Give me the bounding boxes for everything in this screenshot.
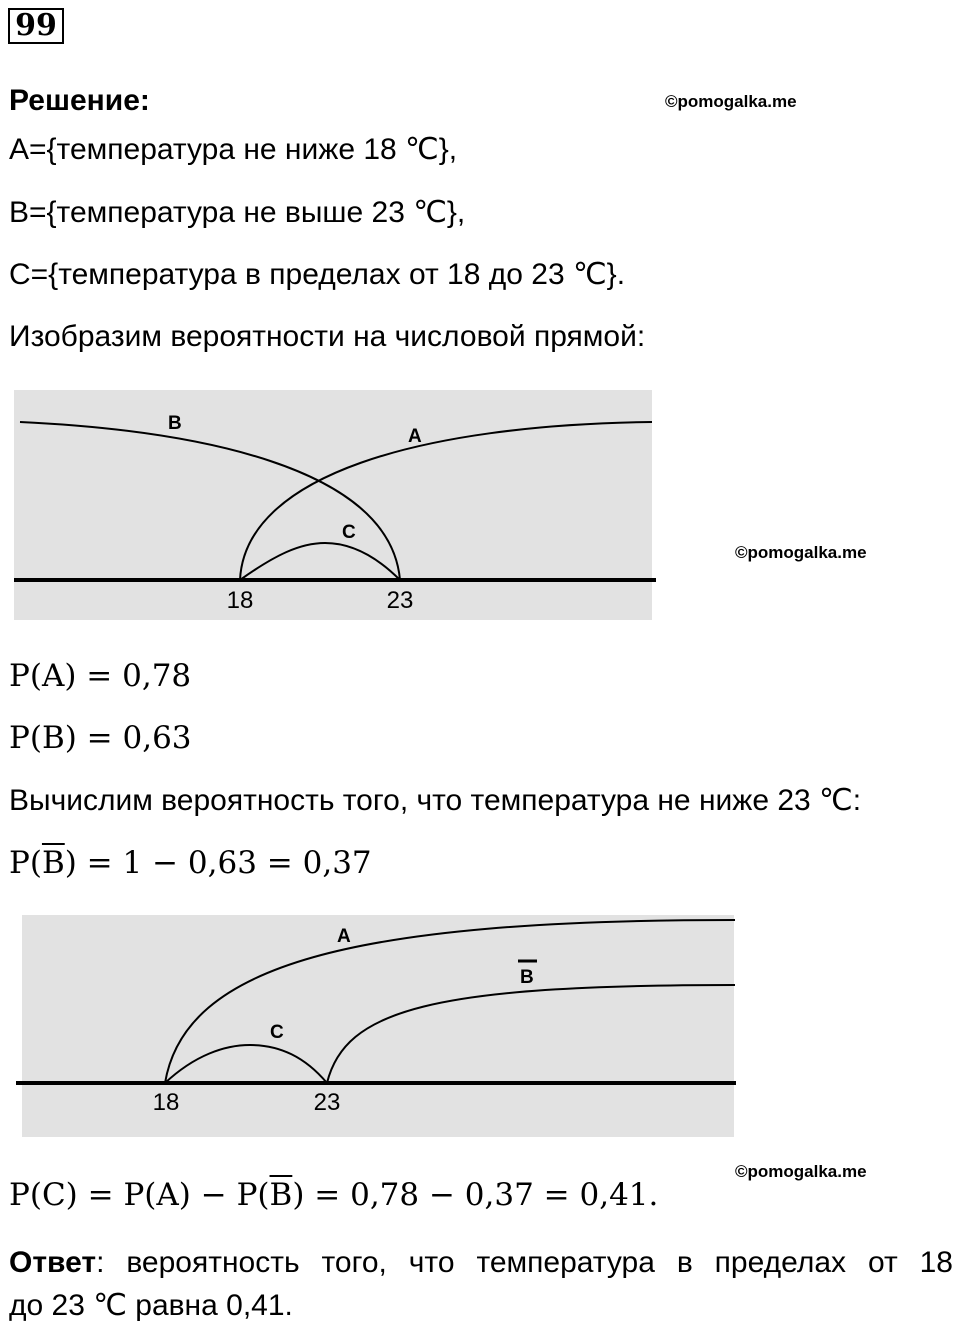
result-formula xyxy=(9,1177,658,1213)
watermark-top: ©pomogalka.me xyxy=(665,92,797,111)
label-c: C xyxy=(270,1022,284,1043)
intro-text: Изобразим вероятности на числовой прямой: xyxy=(9,320,646,353)
probability-a: P(A) = 0,78 xyxy=(9,658,192,694)
answer-label: Ответ xyxy=(9,1246,97,1279)
result-bar-letter: $\overline{B}$ xyxy=(269,1177,293,1213)
definition-a: A={температура не ниже 18 ℃}, xyxy=(9,133,458,166)
answer-line-1 xyxy=(9,1238,953,1288)
compute-text: Вычислим вероятность того, что температура не ниже 23 ℃: xyxy=(9,784,862,817)
definition-c: C={температура в пределах от 18 до 23 ℃}. xyxy=(9,258,626,291)
tick-18: 18 xyxy=(226,587,254,614)
problem-number: 99 xyxy=(8,8,64,44)
label-c: C xyxy=(342,522,356,543)
complement-suffix: ) = 1 − 0,63 = 0,37 xyxy=(64,845,372,881)
definition-b: B={температура не выше 23 ℃}, xyxy=(9,196,466,229)
number-line-diagram-1 xyxy=(0,380,960,630)
label-b-bar: B xyxy=(520,967,534,988)
number-line-diagram-2 xyxy=(0,905,960,1145)
watermark-bottom: ©pomogalka.me xyxy=(735,1162,867,1181)
result-part2: ) = 0,78 − 0,37 = 0,41. xyxy=(292,1177,659,1213)
label-a: A xyxy=(408,426,422,447)
result-part1: P(C) = P(A) − P( xyxy=(9,1177,270,1213)
complement-bar-letter: $\overline{B}$ xyxy=(41,845,65,881)
solution-heading: Решение: xyxy=(9,84,150,117)
diagram-background xyxy=(22,915,734,1137)
tick-18: 18 xyxy=(152,1089,180,1116)
label-b: B xyxy=(168,413,182,434)
tick-23: 23 xyxy=(313,1089,341,1116)
tick-23: 23 xyxy=(386,587,414,614)
complement-prefix: P( xyxy=(9,845,42,881)
watermark-middle: ©pomogalka.me xyxy=(735,543,867,562)
label-a: A xyxy=(337,926,351,947)
answer-text-1: : вероятность того, что температура в пределах от 18 xyxy=(96,1246,953,1279)
probability-b: P(B) = 0,63 xyxy=(9,720,192,756)
diagram-background xyxy=(14,390,652,620)
complement-formula xyxy=(9,845,372,881)
answer-line-2: до 23 ℃ равна 0,41. xyxy=(9,1289,293,1322)
